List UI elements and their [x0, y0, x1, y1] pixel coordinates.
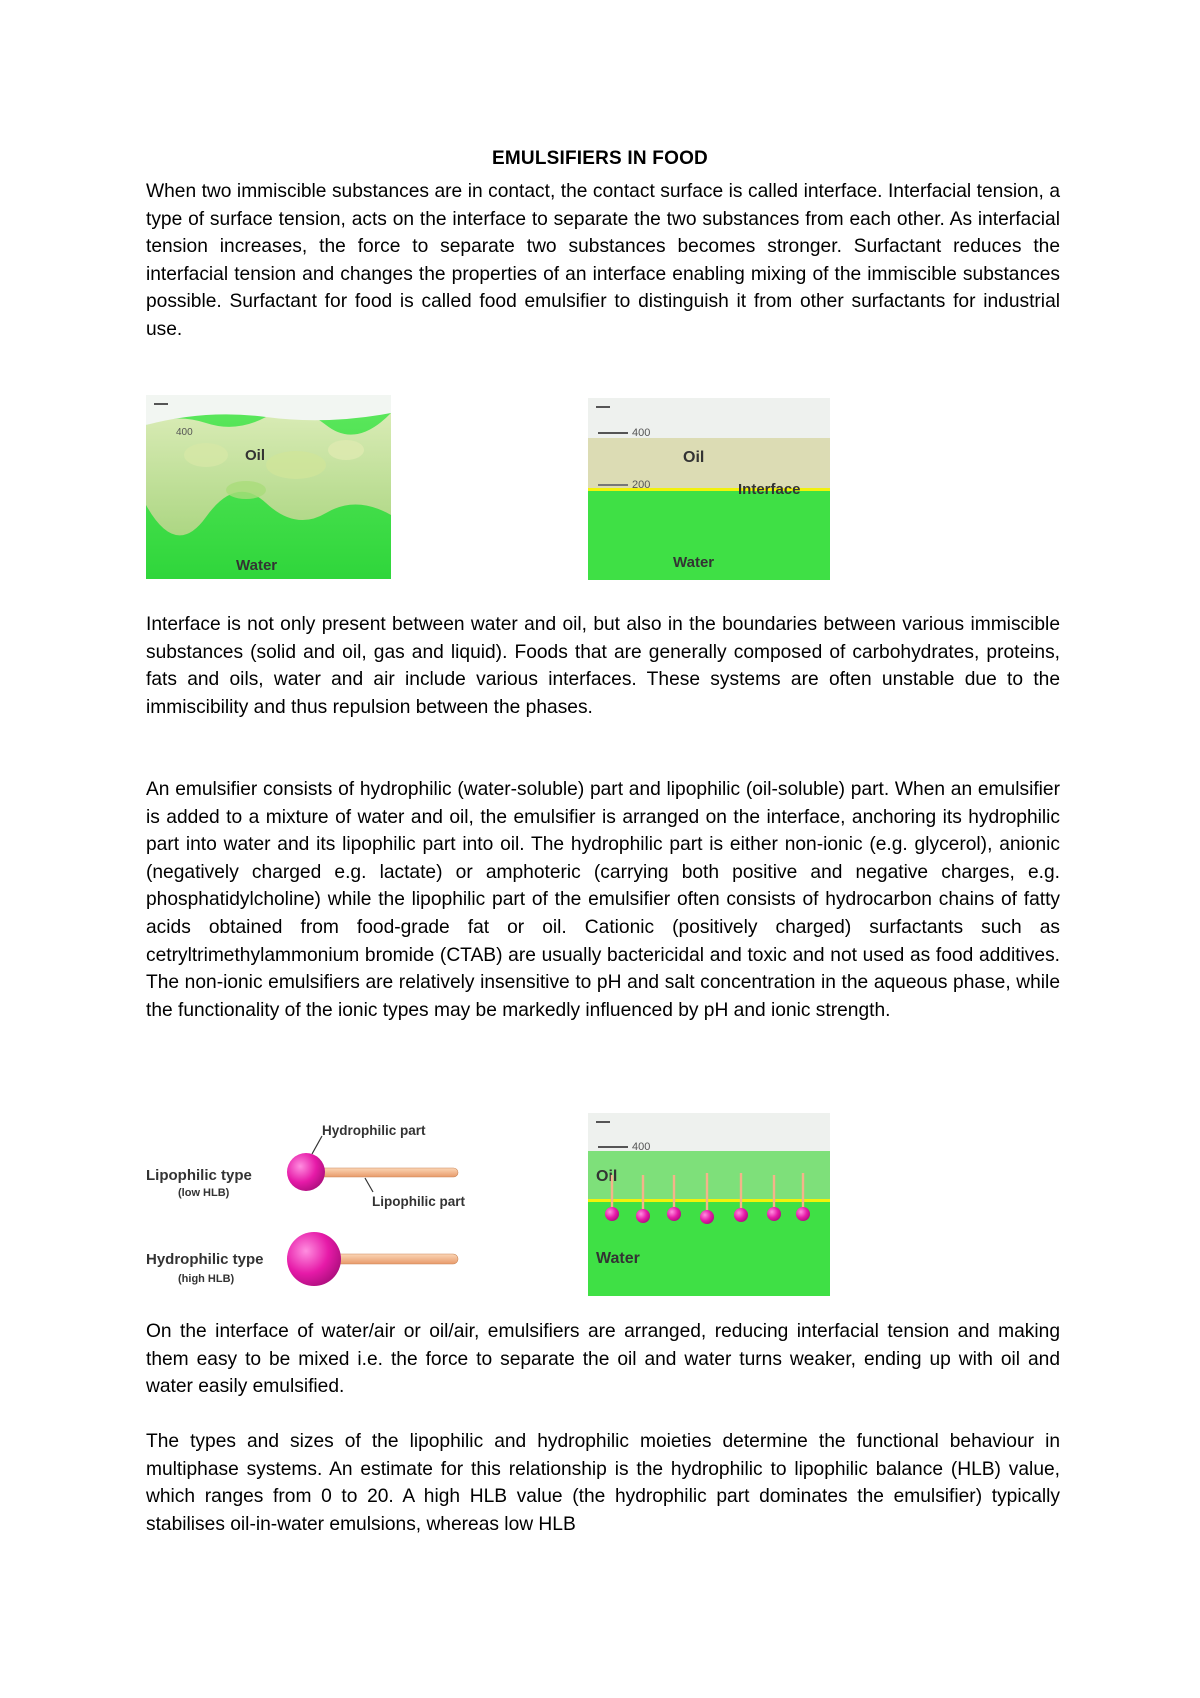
beaker-emulsifier-image: [588, 1113, 830, 1296]
interface-label: Interface: [738, 481, 801, 498]
water-label: Water: [596, 1250, 640, 1267]
oil-label: Oil: [683, 449, 705, 466]
paragraph-emulsifier-structure: An emulsifier consists of hydrophilic (water-soluble) part and lipophilic (oil-soluble) part. When an emulsifier is added to a mixture of water and oil, the emulsifier is arranged on the interface, anchoring its hydrophilic part into water and its lipophilic part into oil. The hydrophilic part is either non-ionic (e.g. glycerol), anionic (negatively charged e.g. lactate) or amphoteric (carrying both positive and negative charges, e.g. phosphatidylcholine) while the lipophilic part of the emulsifier often consists of hydrocarbon chains of fatty acids obtained from food-grade fat or oil. Cationic (positively charged) surfactants such as cetryltrimethylammonium bromide (CTAB) are usually bactericidal and toxic and not used as food additives. The non-ionic emulsifiers are relatively insensitive to pH and salt concentration in the aqueous phase, while the functionality of the ionic types may be markedly influenced by pH and ionic strength.: [146, 779, 1060, 1021]
lipophilic-type-label: Lipophilic type: [146, 1167, 252, 1184]
water-label: Water: [236, 557, 278, 574]
oil-label: Oil: [596, 1168, 618, 1185]
paragraph-interface-arrangement: On the interface of water/air or oil/air, emulsifiers are arranged, reducing interfacial tension and making them easy to be mixed i.e. the force to separate the oil and water turns weaker, ending up with oil and water easily emulsified.: [146, 1321, 1060, 1398]
lipophilic-part-label: Lipophilic part: [372, 1194, 465, 1209]
scale-400-label: 400: [632, 1141, 651, 1153]
hydrophilic-type-sub-label: (high HLB): [178, 1273, 235, 1285]
scale-200-label: 200: [632, 479, 651, 491]
paragraph-interface-intro: When two immiscible substances are in contact, the contact surface is called interface. Interfacial tension, a type of surface tension, acts on the interface to separate the two substances from each other. As interfacial tension increases, the force to separate two substances becomes stronger. Surfactant reduces the interfacial tension and changes the properties of an interface enabling mixing of the immiscible substances possible. Surfactant for food is called food emulsifier to distinguish it from other surfactants for industrial use.: [146, 181, 1060, 340]
beaker-mixing-image: [146, 395, 391, 579]
scale-400-label: 400: [176, 427, 193, 438]
paragraph-interface-types: Interface is not only present between water and oil, but also in the boundaries between various immiscible substances (solid and oil, gas and liquid). Foods that are generally composed of carbohydrates, proteins, fats and oils, water and air include various interfaces. These systems are often unstable due to the immiscibility and thus repulsion between the phases.: [146, 614, 1060, 718]
beaker-interface-image: [588, 398, 830, 580]
scale-400-label: 400: [632, 427, 651, 439]
hlb-diagram: [140, 1116, 480, 1302]
water-label: Water: [673, 554, 715, 571]
paragraph-hlb: The types and sizes of the lipophilic and hydrophilic moieties determine the functional behaviour in multiphase systems. An estimate for this relationship is the hydrophilic to lipophilic balance (HLB) value, which ranges from 0 to 20. A high HLB value (the hydrophilic part dominates the emulsifier) typically stabilises oil-in-water emulsions, whereas low HLB: [146, 1431, 1060, 1535]
oil-label: Oil: [245, 447, 266, 464]
lipophilic-type-sub-label: (low HLB): [178, 1187, 230, 1199]
hydrophilic-type-label: Hydrophilic type: [146, 1251, 264, 1268]
page-title: EMULSIFIERS IN FOOD: [492, 148, 708, 169]
hydrophilic-part-label: Hydrophilic part: [322, 1123, 426, 1138]
